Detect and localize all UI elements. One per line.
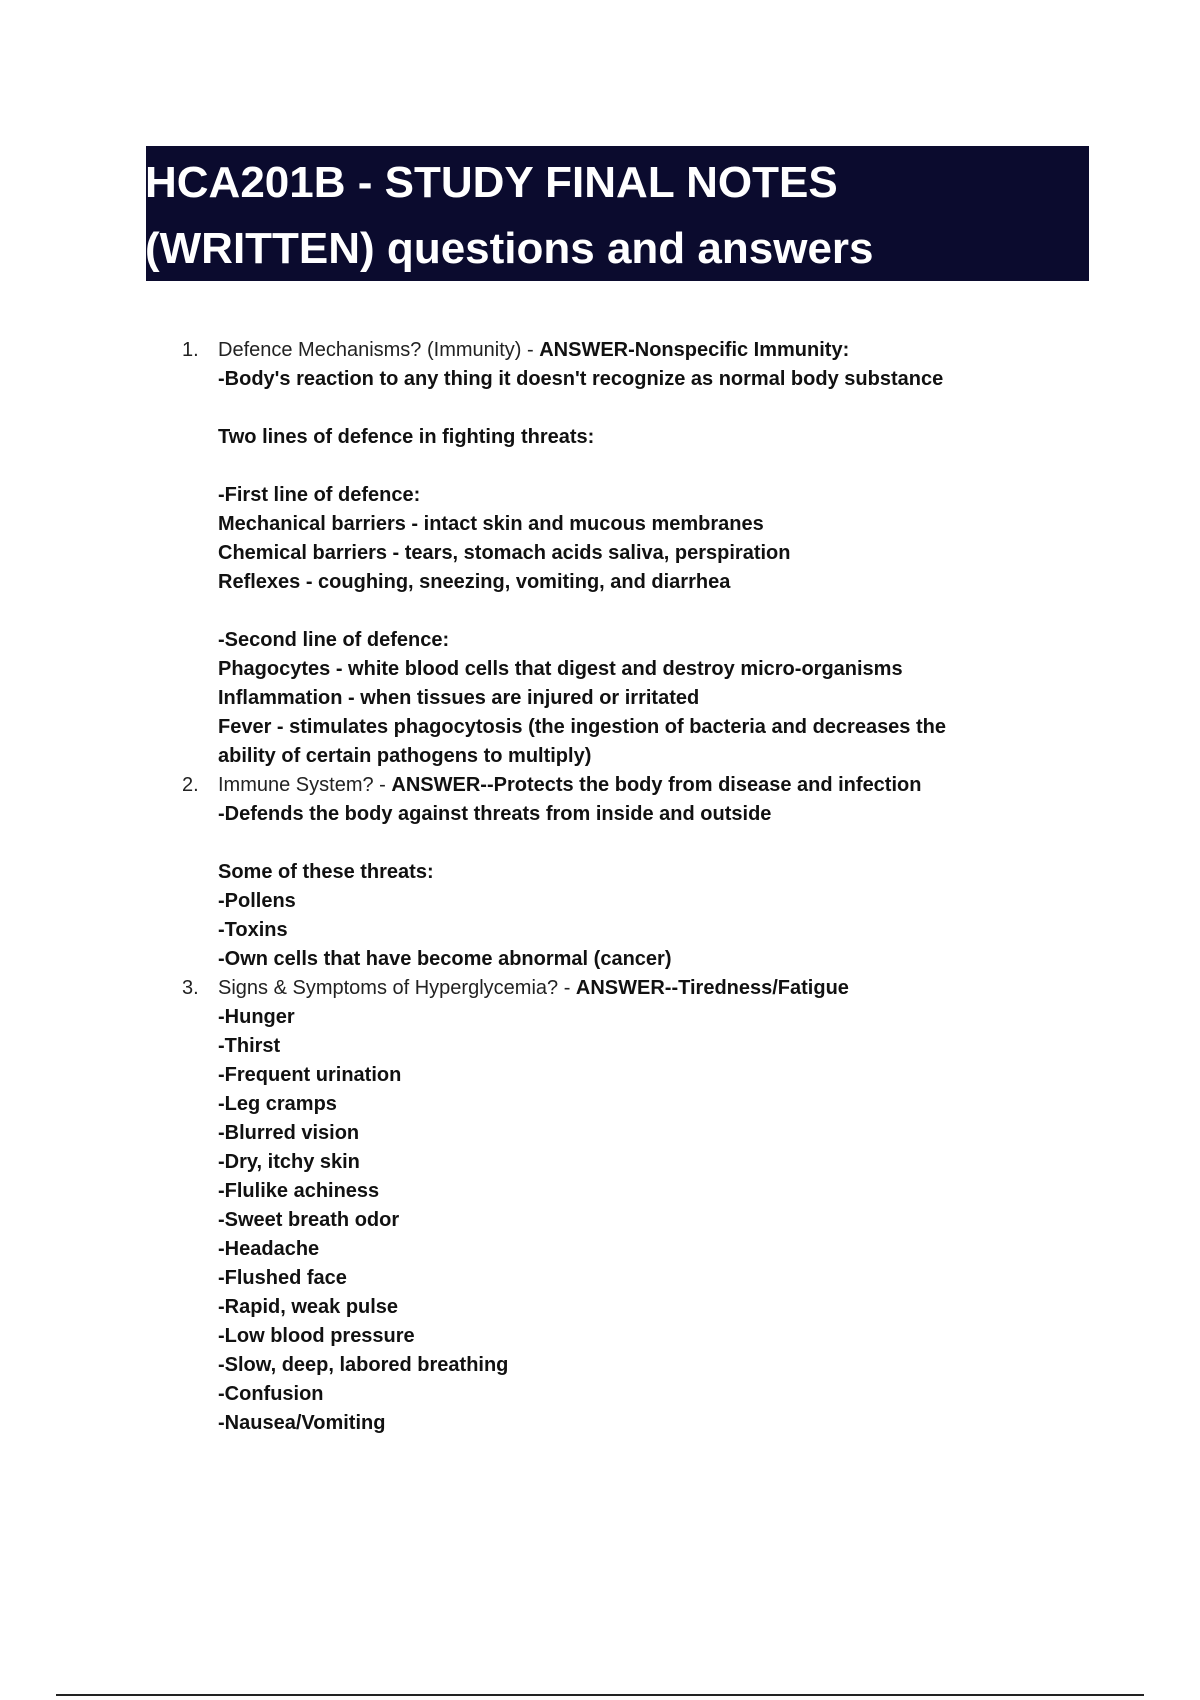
question-text: Immune System? <box>218 774 374 796</box>
question-answer-separator: - <box>373 774 392 796</box>
answer-line: -Defends the body against threats from inside and outside <box>218 803 772 825</box>
document-title-banner <box>146 146 1089 281</box>
question-answer-separator: - <box>558 977 576 999</box>
qa-question-line <box>218 336 1078 365</box>
answer-line: -Low blood pressure <box>218 1325 415 1347</box>
question-text: Signs & Symptoms of Hyperglycemia? <box>218 977 559 999</box>
question-text: Defence Mechanisms? (Immunity) <box>218 339 522 361</box>
answer-text: ANSWER--Tiredness/Fatigue <box>575 977 849 999</box>
qa-item-number: 3. <box>182 977 199 999</box>
question-answer-list <box>178 336 1078 1438</box>
qa-question-line <box>218 771 1078 800</box>
answer-line: -Sweet breath odor <box>218 1209 400 1231</box>
answer-line: -Own cells that have become abnormal (cancer) <box>218 948 672 970</box>
answer-line: -Flulike achiness <box>218 1180 380 1202</box>
answer-line: -Confusion <box>218 1383 324 1405</box>
qa-item <box>178 771 1078 974</box>
qa-item-number: 1. <box>182 339 199 361</box>
answer-line: -Leg cramps <box>218 1093 337 1115</box>
answer-line: Mechanical barriers - intact skin and mucous membranes <box>218 513 764 535</box>
document-title-line-1: HCA201B - STUDY FINAL NOTES <box>145 158 838 207</box>
answer-line: -Thirst <box>218 1035 281 1057</box>
answer-line: Inflammation - when tissues are injured or irritated <box>218 687 700 709</box>
answer-line: -Nausea/Vomiting <box>218 1412 386 1434</box>
qa-question-line <box>218 974 1078 1003</box>
blank-line <box>218 452 1078 481</box>
blank-line <box>218 394 1078 423</box>
answer-line: -Dry, itchy skin <box>218 1151 360 1173</box>
answer-text: ANSWER--Protects the body from disease and infection <box>391 774 922 796</box>
answer-line: Chemical barriers - tears, stomach acids saliva, perspiration <box>218 542 791 564</box>
answer-line: Some of these threats: <box>218 861 434 883</box>
answer-line: -First line of defence: <box>218 484 421 506</box>
blank-line <box>218 829 1078 858</box>
answer-line: Phagocytes - white blood cells that digest and destroy micro-organisms <box>218 658 903 680</box>
qa-item-number: 2. <box>182 774 199 796</box>
qa-item <box>178 336 1078 771</box>
answer-line: -Pollens <box>218 890 296 912</box>
answer-line: -Second line of defence: <box>218 629 450 651</box>
document-title-line-2: (WRITTEN) questions and answers <box>145 224 874 273</box>
answer-line: -Blurred vision <box>218 1122 360 1144</box>
answer-line: -Body's reaction to any thing it doesn't recognize as normal body substance <box>218 368 944 390</box>
question-answer-separator: - <box>521 339 540 361</box>
answer-line: Fever - stimulates phagocytosis (the ingestion of bacteria and decreases the <box>218 716 946 738</box>
answer-line: -Flushed face <box>218 1267 347 1289</box>
footer-divider <box>56 1694 1144 1696</box>
answer-line: ability of certain pathogens to multiply) <box>218 745 592 767</box>
qa-item <box>178 974 1078 1438</box>
answer-line: -Headache <box>218 1238 320 1260</box>
answer-line: -Slow, deep, labored breathing <box>218 1354 509 1376</box>
answer-line: Reflexes - coughing, sneezing, vomiting, and diarrhea <box>218 571 731 593</box>
answer-line: Two lines of defence in fighting threats: <box>218 426 595 448</box>
answer-text: ANSWER-Nonspecific Immunity: <box>539 339 850 361</box>
answer-line: -Hunger <box>218 1006 295 1028</box>
blank-line <box>218 597 1078 626</box>
answer-line: -Frequent urination <box>218 1064 402 1086</box>
answer-line: -Rapid, weak pulse <box>218 1296 399 1318</box>
answer-line: -Toxins <box>218 919 288 941</box>
